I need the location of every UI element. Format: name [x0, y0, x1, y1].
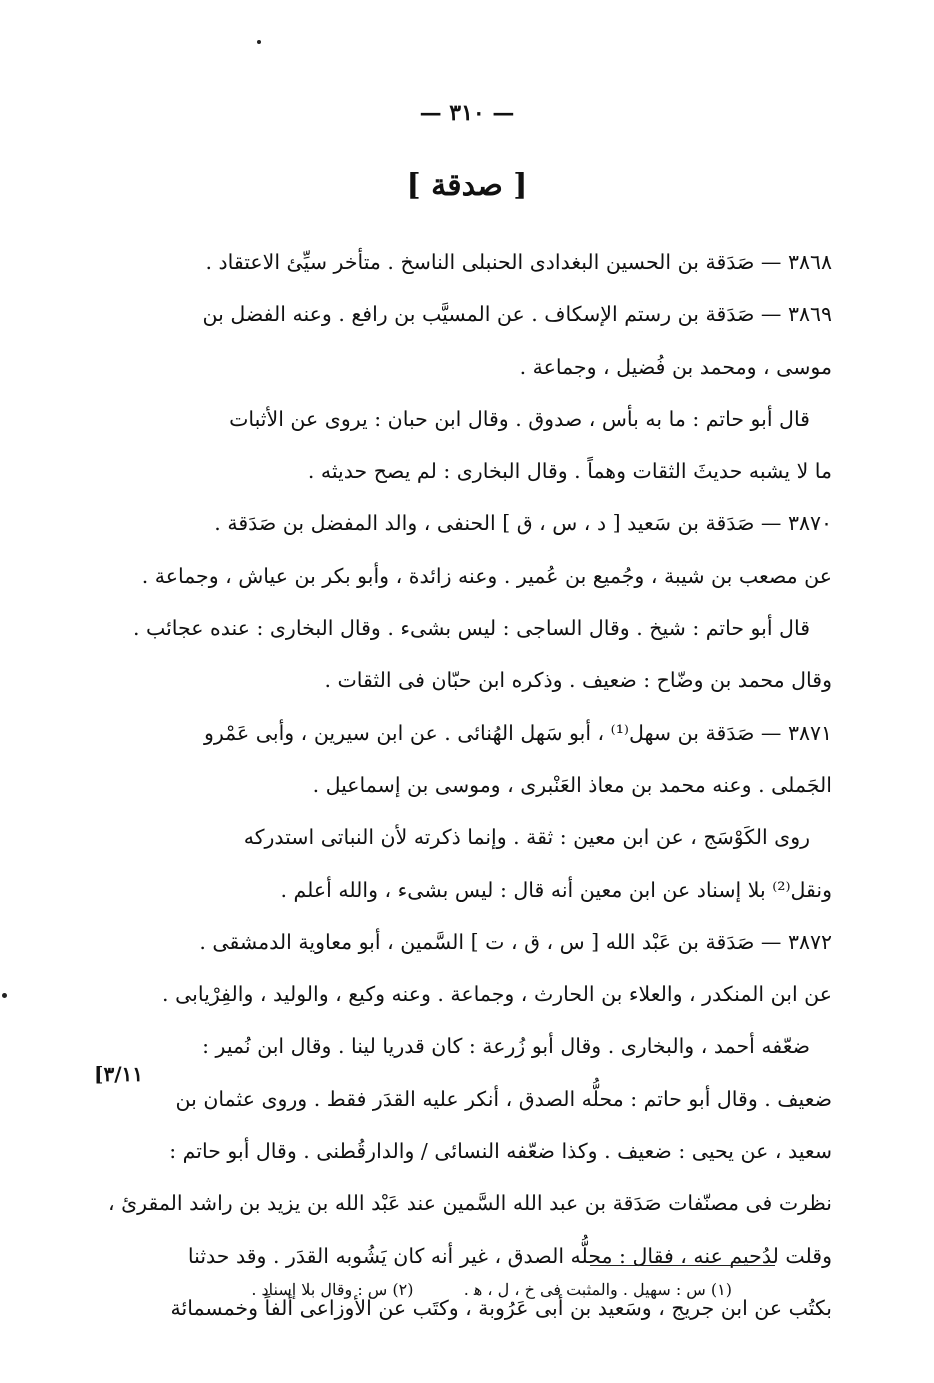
entry-line: موسى ، ومحمد بن فُضيل ، وجماعة . [519, 354, 832, 379]
entry-line: بكتُب عن ابن جريج ، وسَعيد بن أبى عَرُوبة ، وكتَب عن الأوزاعى ألفاً وخمسمائة [170, 1295, 832, 1320]
entry-line: ٣٨٧٠ — صَدَقة بن سَعيد [ د ، س ، ق ] الحنفى ، والد المفضل بن صَدَقة . [214, 511, 832, 536]
entry-line: ٣٨٦٨ — صَدَقة بن الحسين البغدادى الحنبلى الناسخ . متأخر سيِّئ الاعتقاد . [205, 250, 832, 274]
entry-line: ونقل⁽²⁾ بلا إسناد عن ابن معين أنه قال : ليس بشىء ، والله أعلم . [280, 877, 832, 902]
footnotes [92, 1275, 732, 1305]
section-heading: [ صدقة ] [406, 168, 528, 203]
entry-line: قال أبو حاتم : ما به بأس ، صدوق . وقال ابن حبان : يروى عن الأثبات [229, 406, 810, 431]
entry-line: قال أبو حاتم : شيخ . وقال الساجى : ليس بشىء . وقال البخارى : عنده عجائب . [132, 616, 810, 641]
footnote-2: (٢) س : وقال بلا إسناد . [251, 1280, 414, 1299]
entry-line: ضعّفه أحمد ، والبخارى . وقال أبو زُرعة : كان قدريا لينا . وقال ابن نُمير : [202, 1034, 810, 1059]
entry-line: نظرت فى مصنّفات صَدَقة بن عبد الله السَّمين عند عَبْد الله بن يزيد بن راشد المقرئ ، [107, 1191, 832, 1216]
entry-line: عن ابن المنكدر ، والعلاء بن الحارث ، وجماعة . وعنه وكيع ، والوليد ، والفِرْيابى . [162, 982, 832, 1007]
entry-line: ما لا يشبه حديثَ الثقات وهماً . وقال البخارى : لم يصح حديثه . [307, 459, 832, 484]
body-text [92, 236, 832, 1334]
entry-line: وقال محمد بن وضّاح : ضعيف . وذكره ابن حبّان فى الثقات . [324, 668, 832, 693]
entry-line: روى الكَوْسَج ، عن ابن معين : ثقة . وإنما ذكرته لأن النباتى استدركه [243, 825, 810, 850]
entry-line: ٣٨٧٢ — صَدَقة بن عَبْد الله [ س ، ق ، ت ] السَّمين ، أبو معاوية الدمشقى . [199, 929, 832, 954]
entry-line: الجَملى . وعنه محمد بن معاذ العَنْبرى ، وموسى بن إسماعيل . [312, 772, 832, 797]
margin-reference: [٣/١١ [94, 1062, 143, 1086]
entry-line: عن مصعب بن شيبة ، وجُميع بن عُمير . وعنه زائدة ، وأبو بكر بن عياش ، وجماعة . [141, 563, 832, 588]
scan-speck [257, 40, 261, 44]
entry-line: ٣٨٦٩ — صَدَقة بن رستم الإسكاف . عن المسيَّب بن رافع . وعنه الفضل بن [202, 302, 832, 327]
scan-speck [2, 993, 7, 998]
footnote-1: (١) س : سهيل . والمثبت فى خ ، ل ، ﻫ . [463, 1280, 732, 1299]
entry-line: وقلت لدُحيم عنه ، فقال : محلُّه الصدق ، غير أنه كان يَشُوبه القدَر . وقد حدثنا [187, 1243, 832, 1268]
entry-line: ٣٨٧١ — صَدَقة بن سهل⁽¹⁾ ، أبو سَهل الهُنائى . عن ابن سيرين ، وأبى عَمْرو [203, 720, 832, 745]
footnote-divider [590, 1265, 775, 1266]
entry-line: سعيد ، عن يحيى : ضعيف . وكذا ضعّفه النسائى / والدارقُطنى . وقال أبو حاتم : [169, 1139, 832, 1164]
entry-line: ضعيف . وقال أبو حاتم : محلُّه الصدق ، أنكر عليه القدَر فقط . وروى عثمان بن [175, 1086, 832, 1111]
page-number: — ٣١٠ — [419, 100, 515, 126]
